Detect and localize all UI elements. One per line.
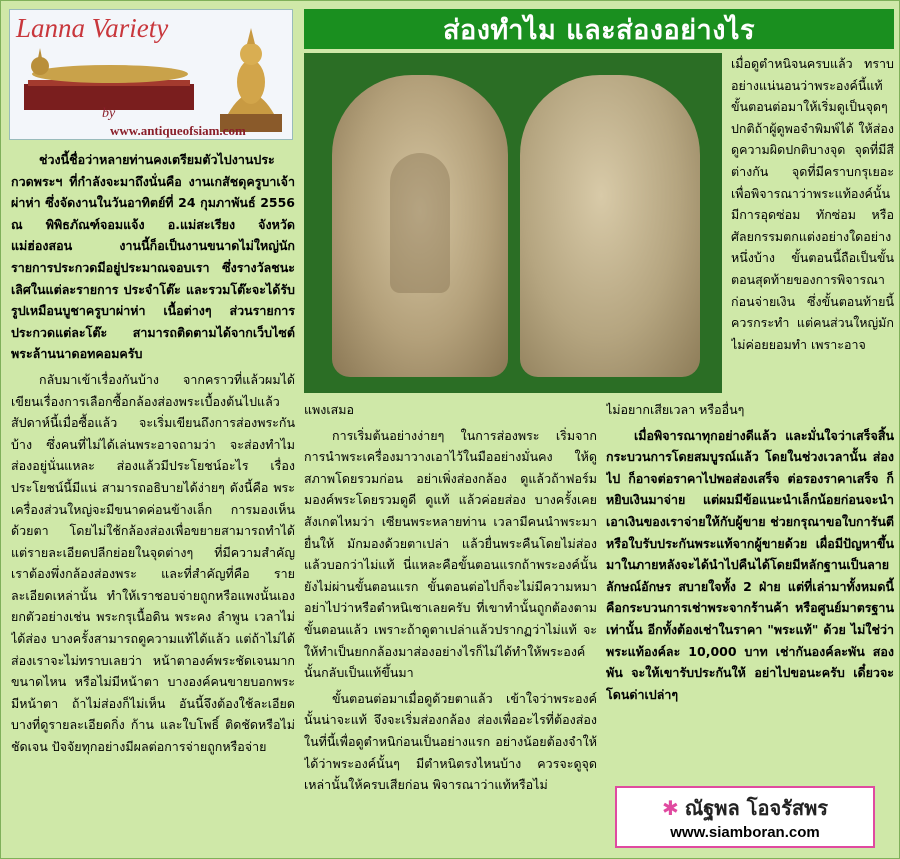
column-3-paragraph-1: เมื่อดูตำหนิจนครบแล้ว ทราบอย่างแน่นอนว่าพระองค์นี้แท้ ขั้นตอนต่อมาให้เริ่มดูเป็นจุดๆ ปกติถ้าผู้ดูพอจำพิมพ์ได้ ให้ส่องดูความผิดปกติบางจุด จุดที่มีสีต่างกัน จุดที่มีคราบกรุเยอะเพื่อพิจารณาว่าพระแท้องค์นั้นมีการอุดซ่อม ทักซ่อม หรือศัลยกรรมตกแต่งอย่างใดอย่างหนึ่งบ้าง ขั้นตอนนี้ถือเป็นขั้นตอนสุดท้ายของการพิจารณาก่อนจ่ายเงิน ซึ่งขั้นตอนท้ายนี้ควรกระทำ แต่คนส่วนใหญ่มักไม่ค่อยยอมทำ เพราะอาจ (731, 56, 894, 352)
author-name-row (617, 792, 873, 824)
article-title-bar (304, 9, 894, 49)
column-2-paragraph-2: ขั้นตอนต่อมาเมื่อดูด้วยตาแล้ว เข้าใจว่าพระองค์นั้นน่าจะแท้ จึงจะเริ่มส่องกล้อง ส่องเพื่ออะไรที่ต้องส่องในที่นี้เพื่อดูตำหนิก่อนเป็นอย่างแรก อย่างน้อยต้องจำให้ได้ว่าพระองค์นั้นๆ มีตำหนิตรงไหนบ้าง ควรจะดูจุดเหล่านั้นให้ครบเสียก่อน พิจารณาว่าแท้หรือไม่ (304, 690, 597, 793)
amulet-front-image (332, 75, 508, 377)
lanna-variety-logo (9, 9, 293, 140)
logo-brand: Lanna Variety (16, 13, 169, 43)
amulet-back-image (520, 75, 700, 377)
column-1-paragraph-2: กลับมาเข้าเรื่องกันบ้าง จากคราวที่แล้วผมได้เขียนเรื่องการเลือกซื้อกล้องส่องพระเบื้องต้นไปแล้ว สัปดาห์นี้เมื่อซื้อแล้ว จะเริ่มเขียนถึงการส่องพระกันบ้าง ซึ่งคนที่ไม่ได้เล่นพระอาจถามว่า จะส่องทำไม ส่องอยู่นั่นแหละ ส่องแล้วมีประโยชน์อะไร เรื่องประโยชน์นี้มีแน่ สามารถอธิบายได้ง่ายๆ ดังนี้คือ พระเครื่องส่วนใหญ่จะมีขนาดค่อนข้างเล็ก การมองเห็นด้วยตา โดยไม่ใช้กล้องส่องเพื่อขยายสามารถทำได้ แต่รายละเอียดปลีกย่อยในจุดต่างๆ ที่มีความสำคัญเราต้องพึ่งกล้องส่องพระ และที่สำคัญที่คือ รายละเอียดเหล่านั้น ทำให้เราชอบจ่ายถูกหรือแพงนั้นเองยกตัวอย่างเช่น พระกรุเนื้อดิน พระคง ลำพูน เวลาไม่ได้ส่อง บางครั้งสามารถดูความแท้ได้แล้ว แต่ถ้าไม่ได้ส่องเราจะไม่ทราบเลยว่า หน้าตาองค์พระชัดเจนมากขนาดไหน หรือไม่มีหน้าตา บางองค์คนขายบอกพระมีหน้าตา ถ้าไม่ส่องก็ไม่เห็น อันนี้จึงต้องใช้ละเอียดบางที่ดูรายละเอียดกิ่ง ก้าน และใบโพธิ์ ติดชัดหรือไม่ชัดเจน ปัจจัยทุกอย่างมีผลต่อการจ่ายถูกหรือจ่าย (11, 371, 295, 755)
column-3-top (731, 53, 894, 400)
logo-url: www.antiqueofsiam.com (110, 123, 246, 138)
column-3-paragraph-2: เมื่อพิจารณาทุกอย่างดีแล้ว และมั่นใจว่าเสร็จสิ้นกระบวนการโดยสมบูรณ์แล้ว โดยในช่วงเวลานั้น ส่องไป ก็อาจต่อราคาไปพอส่องเสร็จ ต่อรองราคาเสร็จ ก็หยิบเงินมาจ่าย แต่ผมมีข้อแนะนำเล็กน้อยก่อนจะนำเอาเงินของเราจ่ายให้กับผู้ขาย ช่วยกรุณาขอใบการันตี หรือใบรับประกันพระแท้จากผู้ขายด้วย เผื่อมีปัญหาขึ้นมาในภายหลังจะได้นำไปคืนได้โดยมีหลักฐานเป็นลายลักษณ์อักษร สบายใจทั้ง 2 ฝ่าย แต่ที่เล่ามาทั้งหมดนี้ คือกระบวนการเช่าพระจากร้านค้า หรือศูนย์มาตรฐานเท่านั้น อีกทั้งต้องเช่าในราคา "พระแท้" ด้วย ไม่ใช่ว่าพระแท้องค์ละ 10,000 บาท เช่ากันองค์ละพัน สองพัน จะให้เขารับประกันให้ อย่าไปขอนะครับ เดี๋ยวจะโดนด่าเปล่าๆ (606, 427, 894, 702)
column-2 (304, 399, 597, 855)
column-1 (11, 149, 295, 855)
column-3-bottom (606, 399, 894, 784)
column-1-paragraph-1: ช่วงนี้ชื่อว่าหลายท่านคงเตรียมตัวไปงานประกวดพระฯ ที่กำลังจะมาถึงนั่นคือ งานเกสัชดุครูบาเจ้าผ่าห่า ซึ่งจัดงานในวันอาทิตย์ที่ 24 กุมภาพันธ์ 2556 ณ พิพิธภัณฑ์จอมแจ้ง อ.แม่สะเรียง จังหวัดแม่ฮ่องสอน งานนี้ก็อเป็นงานขนาดไม่ใหญ่นัก รายการประกวดมีอยู่ประมาณจอบเรา ซึ่งรางวัลชนะเลิศในแต่ละรายการ ประจำโต๊ะ และรวมโต๊ะจะได้รับรูปเหมือนบูชาครูบาผ่าห่า เนื้อต่างๆ ส่วนรายการประกวดแต่ละโต๊ะ สามารถติดตามได้จากเว็บไซต์พระล้านนาดอทคอมครับ (11, 152, 295, 362)
author-website: www.siamboran.com (670, 824, 820, 841)
star-icon: ✱ (661, 796, 679, 820)
column-3-continuation: ไม่อยากเสียเวลา หรืออื่นๆ (606, 402, 745, 417)
article-title: ส่องทำไม และส่องอย่างไร (443, 14, 755, 46)
logo-by: by (102, 106, 116, 121)
column-2-paragraph-1: การเริ่มต้นอย่างง่ายๆ ในการส่องพระ เริ่มจาก การนำพระเครื่องมาวางเอาไว้ในมืออย่างมั่นคง ให้ดูสภาพโดยรวมก่อน อย่าเพิ่งส่องกล้อง ดูแล้วถ้าฟอร์มมองค์พระโดยรวมดูดี ดูแท้ แล้วค่อยส่อง บางครั้งเคยสังเกตไหมว่า เซียนพระหลายท่าน เวลามีคนนำพระมายื่นให้ มักมองด้วยตาเปล่า แล้วยื่นพระคืนโดยไม่ส่อง แล้วบอกว่าไม่แท้ นี่แหละคือขั้นตอนแรกถ้าพระองค์นั้นยังไม่ผ่านขั้นตอนแรก ขั้นตอนต่อไปก็จะไม่มีความหมา อย่าไปว่าหรือตำหนิเซาเลยครับ ที่เขาทำนั้นถูกต้องตามขั้นตอนแล้ว เพราะถ้าดูตาเปล่าแล้วปรากฏว่าไม่แท้ จะให้ทำเป็นยกกล้องมาส่องอย่างไรก็ไม่ได้ทำให้พระองค์นั้นกลับเป็นแท้ขึ้นมา (304, 427, 597, 681)
column-2-continuation: แพงเสมอ (304, 402, 355, 417)
buddha-figure (390, 153, 450, 293)
author-name: ณัฐพล โอจรัสพร (684, 796, 829, 820)
seated-buddha-image (216, 24, 286, 136)
amulet-photo (304, 53, 722, 393)
author-signature-box (615, 786, 875, 848)
